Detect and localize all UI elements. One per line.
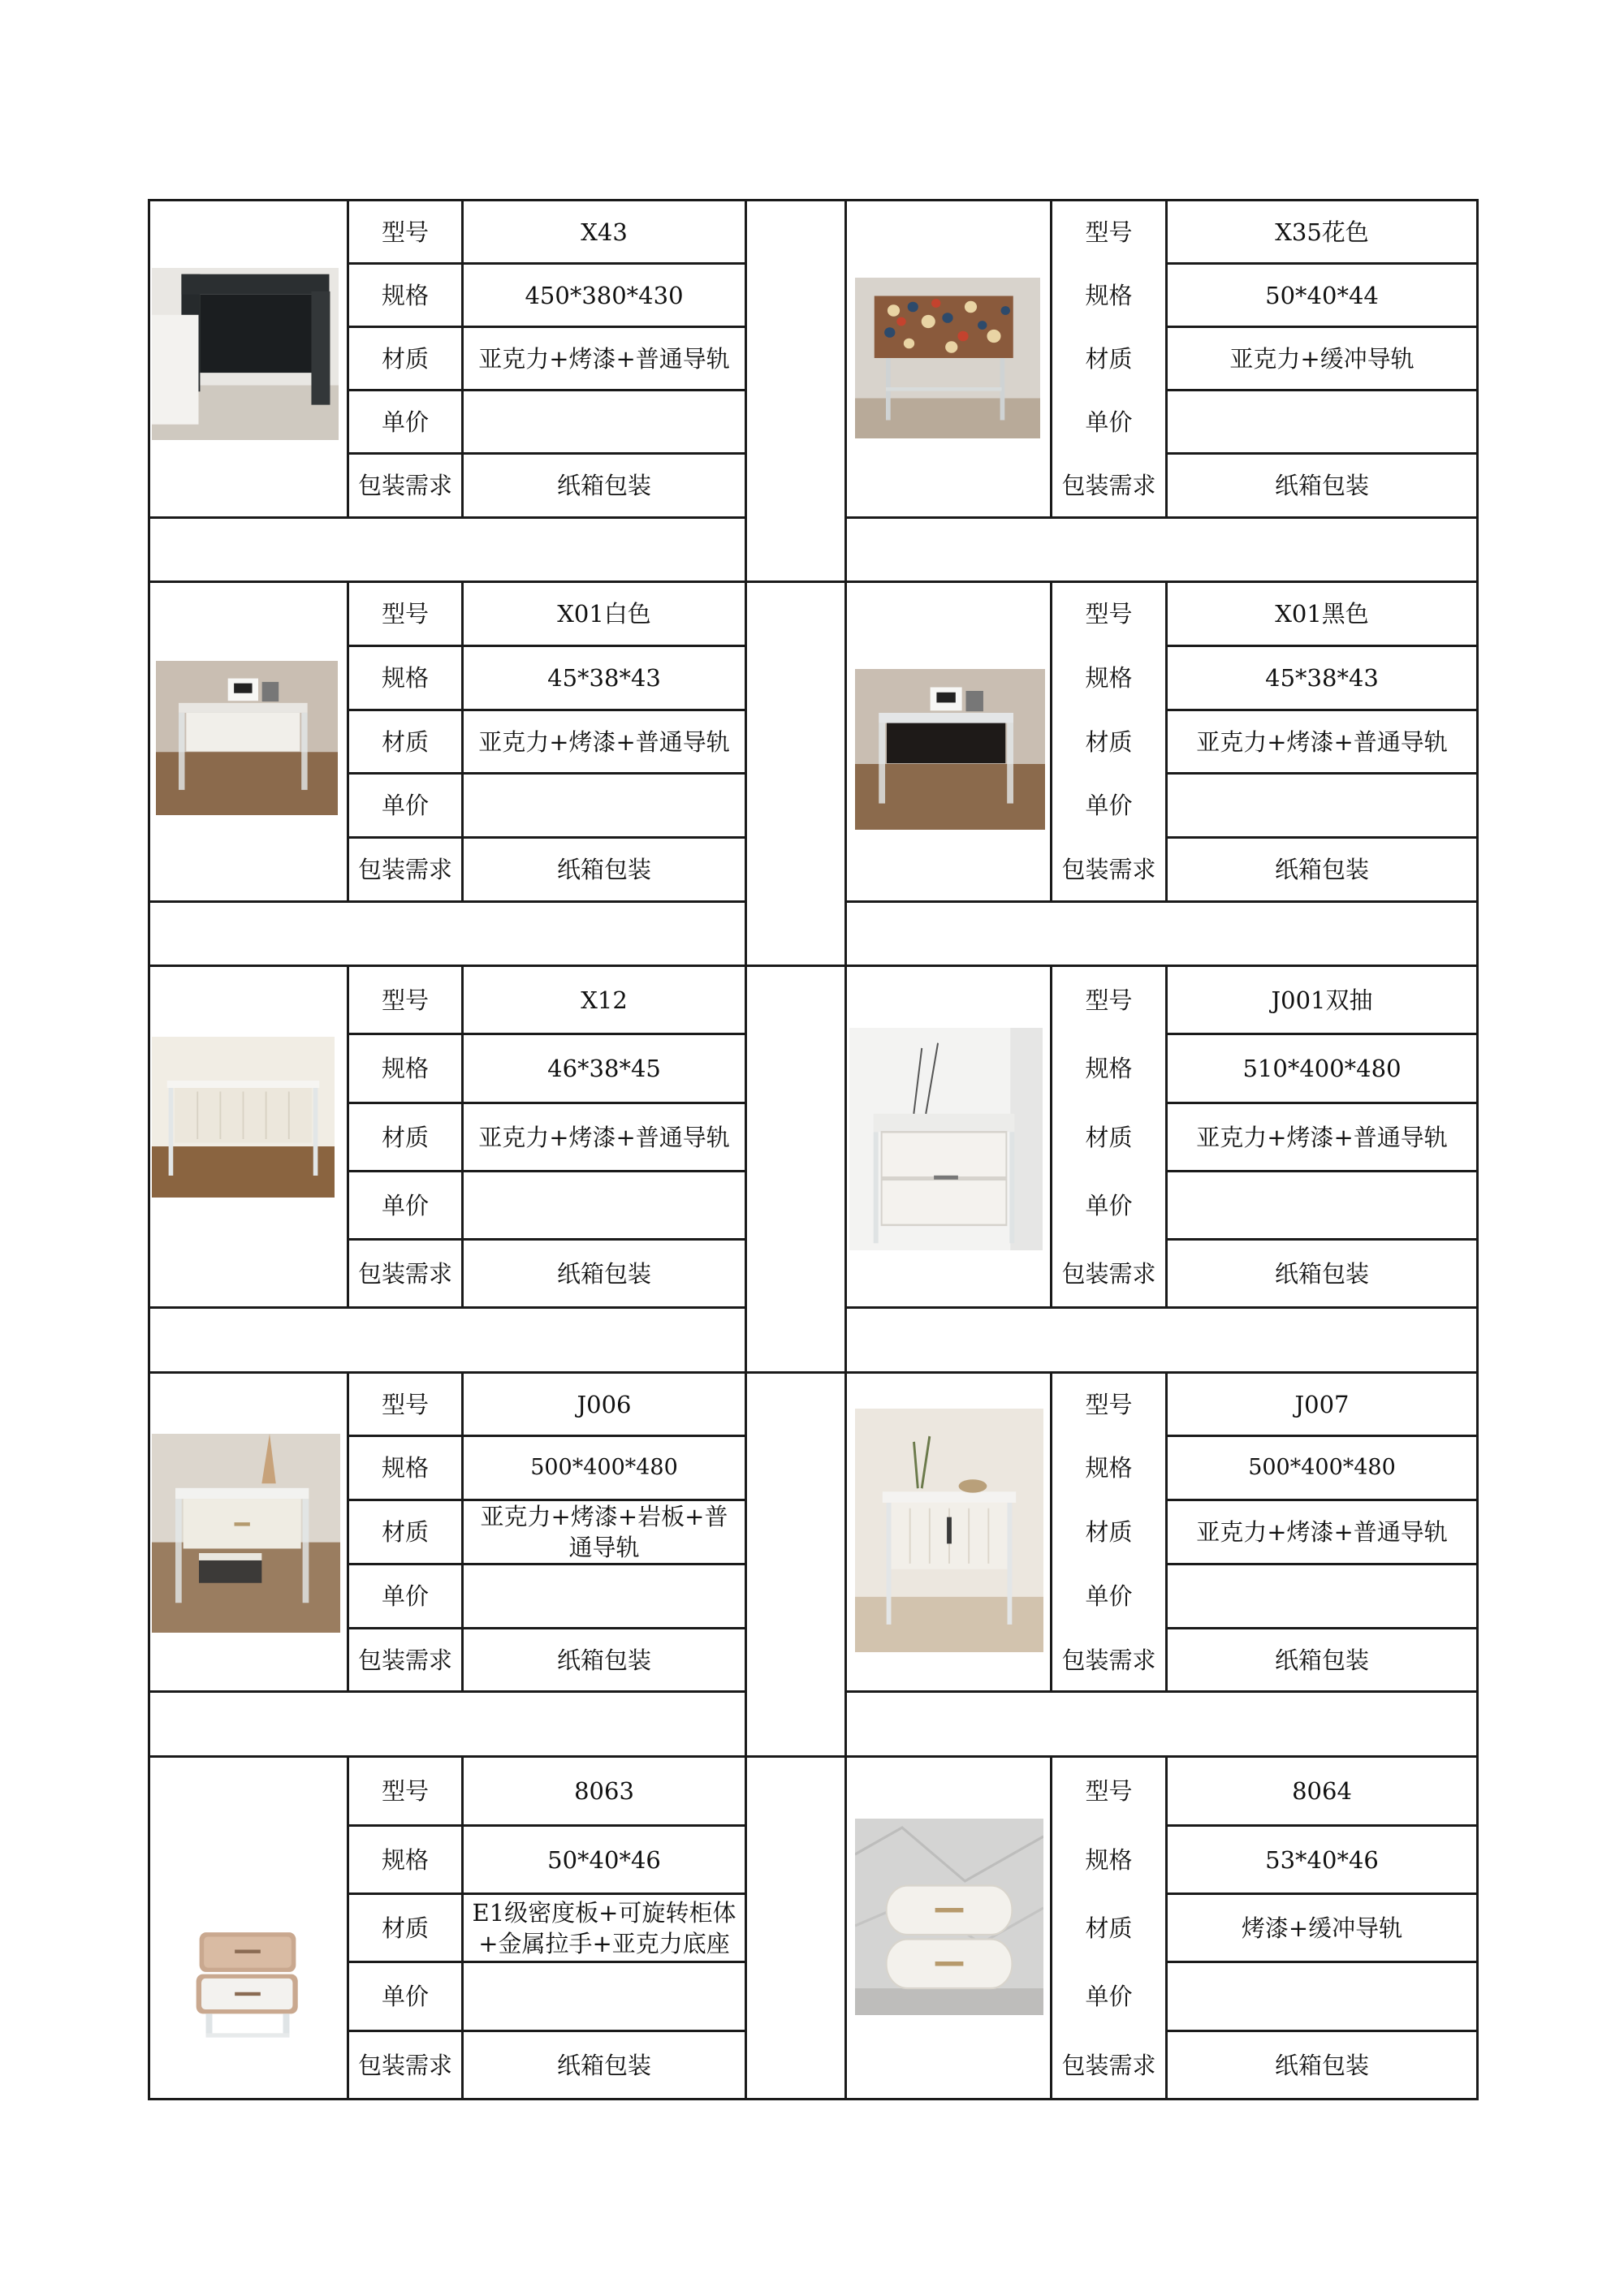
label-material: 材质 (1085, 1518, 1133, 1546)
label-spec: 规格 (1085, 1454, 1133, 1482)
value-packaging: 纸箱包装 (1274, 1646, 1369, 1674)
value-packaging: 纸箱包装 (556, 1646, 651, 1674)
label-price: 单价 (381, 792, 429, 819)
label-packaging: 包装需求 (357, 2051, 452, 2079)
label-model: 型号 (381, 218, 429, 246)
black-drawer-nightstand-photo (855, 669, 1045, 830)
label-spec: 规格 (381, 664, 429, 692)
value-model: 8064 (1292, 1777, 1352, 1805)
value-model: X43 (581, 218, 628, 246)
table-gridline (1476, 199, 1479, 2100)
label-spec: 规格 (381, 1055, 429, 1082)
table-gridline (745, 199, 747, 2100)
value-material: E1级密度板+可旋转柜体+金属拉手+亚克力底座 (472, 1898, 736, 1957)
value-material: 亚克力+烤漆+岩板+普通导轨 (480, 1503, 728, 1561)
rounded-two-drawer-nightstand-photo (855, 1819, 1043, 2015)
value-model: X01黑色 (1275, 600, 1369, 628)
stone-top-nightstand-photo (152, 1434, 340, 1633)
value-material: 亚克力+烤漆+普通导轨 (478, 1123, 730, 1151)
value-material: 亚克力+烤漆+普通导轨 (1196, 727, 1448, 756)
value-spec: 45*38*43 (547, 664, 661, 692)
terrazzo-nightstand-photo (855, 278, 1040, 438)
label-packaging: 包装需求 (357, 472, 452, 499)
value-price (464, 391, 745, 452)
value-model: J007 (1294, 1390, 1350, 1418)
label-model: 型号 (1085, 218, 1133, 246)
value-price (1168, 1565, 1476, 1627)
value-packaging: 纸箱包装 (1274, 2051, 1369, 2079)
label-material: 材质 (1085, 1914, 1133, 1942)
value-price (464, 1172, 745, 1238)
value-packaging: 纸箱包装 (556, 2051, 651, 2079)
label-packaging: 包装需求 (1061, 2051, 1156, 2079)
value-material: 亚克力+烤漆+普通导轨 (1196, 1123, 1448, 1151)
label-packaging: 包装需求 (357, 1646, 452, 1674)
label-packaging: 包装需求 (1061, 856, 1156, 883)
label-price: 单价 (1085, 1983, 1133, 2010)
value-price (1168, 1963, 1476, 2030)
fluted-nightstand-photo (855, 1409, 1043, 1652)
table-gridline (844, 1690, 1479, 1693)
value-material: 亚克力+缓冲导轨 (1229, 344, 1415, 373)
label-spec: 规格 (1085, 281, 1133, 309)
label-packaging: 包装需求 (1061, 1259, 1156, 1288)
value-packaging: 纸箱包装 (556, 472, 651, 499)
label-model: 型号 (381, 986, 429, 1014)
label-material: 材质 (1085, 1123, 1133, 1151)
table-gridline (148, 199, 150, 2100)
value-model: J006 (577, 1390, 632, 1418)
label-material: 材质 (1085, 344, 1133, 373)
table-gridline (148, 1306, 747, 1309)
value-model: X12 (581, 986, 628, 1014)
value-material: 亚克力+烤漆+普通导轨 (1196, 1518, 1448, 1546)
value-model: 8063 (574, 1777, 634, 1805)
label-packaging: 包装需求 (357, 1259, 452, 1288)
label-material: 材质 (381, 727, 429, 756)
value-material: 亚克力+烤漆+普通导轨 (478, 727, 730, 756)
label-spec: 规格 (381, 1454, 429, 1482)
label-material: 材质 (381, 344, 429, 373)
value-price (464, 1565, 745, 1627)
label-spec: 规格 (1085, 1055, 1133, 1082)
value-spec: 45*38*43 (1265, 664, 1379, 692)
value-packaging: 纸箱包装 (1274, 472, 1369, 499)
value-spec: 46*38*45 (547, 1055, 661, 1082)
label-model: 型号 (1085, 986, 1133, 1014)
table-gridline (148, 1690, 747, 1693)
label-material: 材质 (1085, 727, 1133, 756)
label-price: 单价 (381, 1983, 429, 2010)
value-packaging: 纸箱包装 (556, 1259, 651, 1288)
label-packaging: 包装需求 (1061, 472, 1156, 499)
value-model: J001双抽 (1271, 986, 1373, 1014)
label-model: 型号 (1085, 1390, 1133, 1418)
value-price (464, 775, 745, 836)
value-model: X35花色 (1275, 218, 1369, 246)
label-model: 型号 (381, 1777, 429, 1805)
label-price: 单价 (1085, 1191, 1133, 1219)
value-spec: 50*40*46 (547, 1845, 661, 1874)
label-price: 单价 (1085, 408, 1133, 436)
label-model: 型号 (1085, 1777, 1133, 1805)
label-spec: 规格 (381, 1845, 429, 1874)
label-price: 单价 (1085, 1582, 1133, 1610)
label-price: 单价 (381, 1191, 429, 1219)
value-material: 烤漆+缓冲导轨 (1241, 1914, 1403, 1942)
label-price: 单价 (381, 408, 429, 436)
table-gridline (844, 516, 1479, 519)
black-acrylic-nightstand-photo (152, 268, 339, 440)
value-price (1168, 775, 1476, 836)
value-spec: 450*380*430 (525, 281, 684, 309)
label-material: 材质 (381, 1518, 429, 1546)
label-price: 单价 (381, 1582, 429, 1610)
table-gridline (148, 516, 747, 519)
value-material: 亚克力+烤漆+普通导轨 (478, 344, 730, 373)
table-gridline (844, 1306, 1479, 1309)
label-material: 材质 (381, 1123, 429, 1151)
value-price (464, 1963, 745, 2030)
label-model: 型号 (381, 600, 429, 628)
value-packaging: 纸箱包装 (1274, 1259, 1369, 1288)
value-price (1168, 391, 1476, 452)
label-model: 型号 (1085, 600, 1133, 628)
value-packaging: 纸箱包装 (1274, 856, 1369, 883)
label-model: 型号 (381, 1390, 429, 1418)
label-spec: 规格 (381, 281, 429, 309)
cream-nightstand-photo (152, 1037, 335, 1198)
label-price: 单价 (1085, 792, 1133, 819)
value-spec: 50*40*44 (1265, 281, 1379, 309)
table-gridline (844, 199, 847, 2100)
two-drawer-nightstand-photo (849, 1028, 1043, 1250)
rotating-two-tier-nightstand-photo (171, 1889, 325, 2048)
value-price (1168, 1172, 1476, 1238)
label-spec: 规格 (1085, 664, 1133, 692)
label-packaging: 包装需求 (1061, 1646, 1156, 1674)
table-gridline (844, 900, 1479, 903)
value-model: X01白色 (557, 600, 651, 628)
value-spec: 500*400*480 (1248, 1455, 1396, 1480)
value-packaging: 纸箱包装 (556, 856, 651, 883)
value-spec: 500*400*480 (530, 1455, 678, 1480)
label-material: 材质 (381, 1914, 429, 1942)
white-acrylic-nightstand-photo (156, 661, 338, 815)
label-packaging: 包装需求 (357, 856, 452, 883)
value-spec: 510*400*480 (1242, 1055, 1402, 1082)
table-gridline (148, 900, 747, 903)
value-spec: 53*40*46 (1265, 1845, 1379, 1874)
label-spec: 规格 (1085, 1845, 1133, 1874)
